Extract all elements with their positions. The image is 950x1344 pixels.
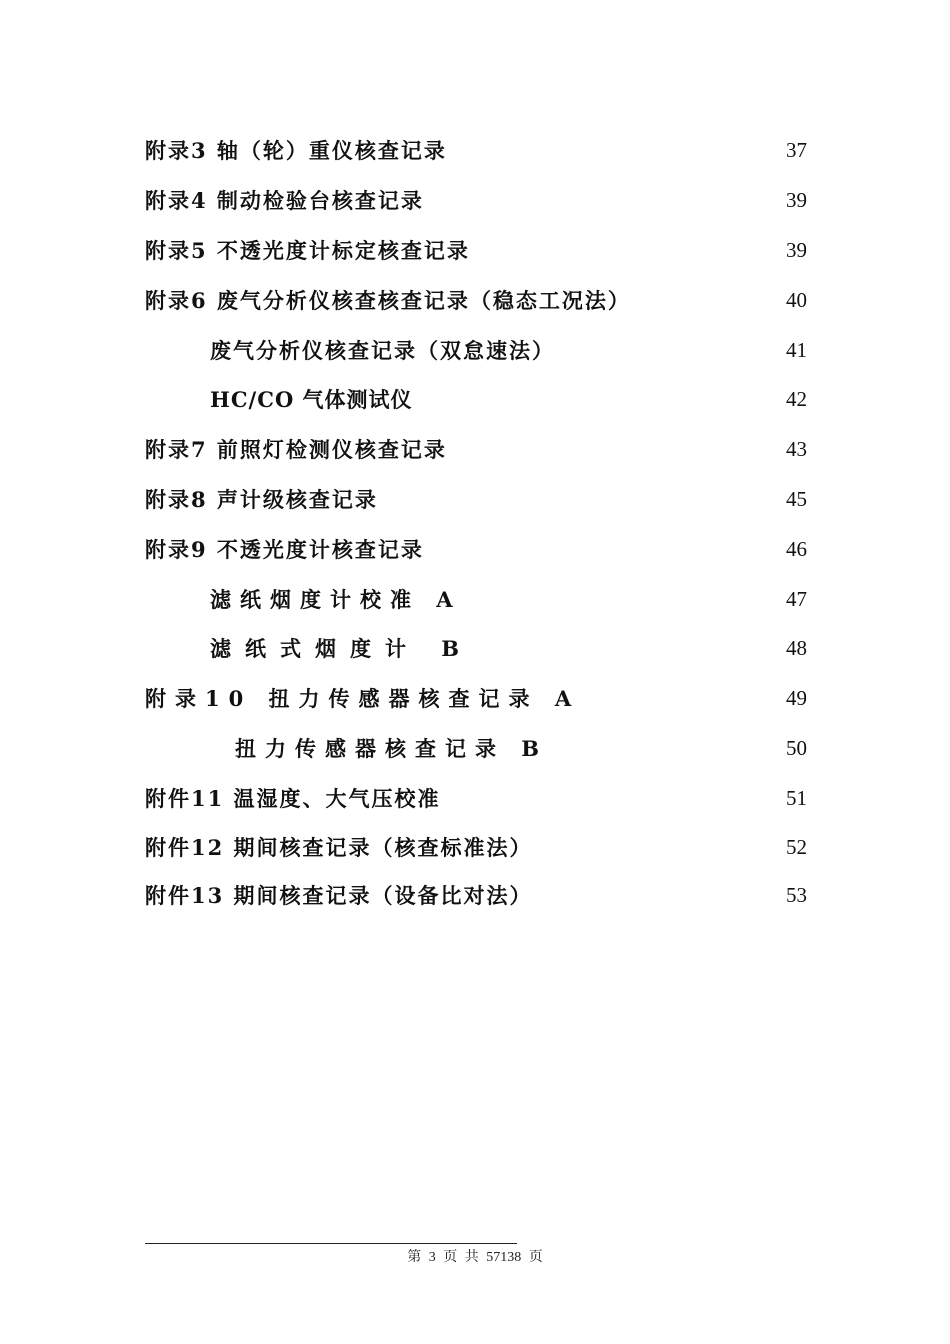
toc-entry-label: 附录6 废气分析仪核查核查记录（稳态工况法） — [145, 288, 631, 313]
toc-entry-label: 附件12 期间核查记录（核查标准法） — [145, 835, 533, 860]
toc-entry — [145, 782, 807, 814]
toc-entry-label: HC/CO 气体测试仪 — [210, 387, 413, 412]
toc-entry-sub — [210, 334, 807, 366]
toc-entry — [145, 433, 807, 465]
dot-leader — [426, 533, 784, 565]
toc-entry-page: 50 — [786, 735, 807, 760]
dot-leader — [535, 879, 784, 911]
toc-entry-page: 51 — [786, 785, 807, 810]
toc-entry — [145, 184, 807, 216]
toc-entry-page: 46 — [786, 536, 807, 561]
toc-entry — [145, 483, 807, 515]
dot-leader — [550, 732, 784, 764]
dot-leader — [472, 234, 784, 266]
dot-leader — [464, 583, 784, 615]
toc-entry — [145, 234, 807, 266]
toc-entry-sub — [235, 732, 807, 764]
toc-entry-label: 滤纸烟度计校准 A — [210, 587, 462, 612]
footer-divider — [145, 1243, 517, 1244]
toc-entry-page: 47 — [786, 586, 807, 611]
toc-entry-label: 附录4 制动检验台核查记录 — [145, 188, 424, 213]
toc-entry-sub — [210, 632, 807, 664]
toc-entry-label: 附件11 温湿度、大气压校准 — [145, 786, 441, 811]
toc-entry-page: 39 — [786, 237, 807, 262]
dot-leader — [557, 334, 784, 366]
toc-entry-page: 42 — [786, 386, 807, 411]
toc-entry-page: 41 — [786, 337, 807, 362]
dot-leader — [415, 383, 784, 415]
dot-leader — [535, 831, 784, 863]
dot-leader — [633, 284, 784, 316]
dot-leader — [443, 782, 784, 814]
toc-entry-label: 废气分析仪核查记录（双怠速法） — [210, 338, 555, 363]
dot-leader — [426, 184, 784, 216]
page-footer: 第 3 页 共 57138 页 — [407, 1250, 543, 1265]
toc-entry-page: 53 — [786, 882, 807, 907]
toc-entry — [145, 879, 807, 911]
dot-leader — [380, 483, 784, 515]
dot-leader — [475, 632, 784, 664]
toc-entry-label: 附录7 前照灯检测仪核查记录 — [145, 437, 447, 462]
toc-entry-page: 43 — [786, 436, 807, 461]
toc-entry-label: 附录9 不透光度计核查记录 — [145, 537, 424, 562]
toc-entry-page: 39 — [786, 187, 807, 212]
dot-leader — [582, 682, 784, 714]
toc-entry-label: 附录3 轴（轮）重仪核查记录 — [145, 138, 447, 163]
toc-entry-page: 45 — [786, 486, 807, 511]
toc-entry-label: 附录5 不透光度计标定核查记录 — [145, 238, 470, 263]
dot-leader — [449, 134, 784, 166]
toc-entry — [145, 533, 807, 565]
toc-entry-label: 附件13 期间核查记录（设备比对法） — [145, 883, 533, 908]
toc-entry — [145, 831, 807, 863]
toc-entry — [145, 682, 807, 714]
toc-entry-page: 49 — [786, 685, 807, 710]
toc-entry-label: 扭力传感器核查记录 B — [235, 736, 549, 761]
toc-entry-label: 滤纸式烟度计 B — [210, 636, 474, 661]
toc-entry-label: 附录10 扭力传感器核查记录 A — [145, 686, 581, 711]
toc-entry-sub — [210, 583, 807, 615]
dot-leader — [449, 433, 784, 465]
toc-entry-page: 48 — [786, 635, 807, 660]
toc-entry-label: 附录8 声计级核查记录 — [145, 487, 378, 512]
toc-entry-page: 52 — [786, 834, 807, 859]
toc-entry-sub — [210, 383, 807, 415]
toc-entry — [145, 284, 807, 316]
toc-entry-page: 37 — [786, 137, 807, 162]
toc-entry — [145, 134, 807, 166]
toc-entry-page: 40 — [786, 287, 807, 312]
